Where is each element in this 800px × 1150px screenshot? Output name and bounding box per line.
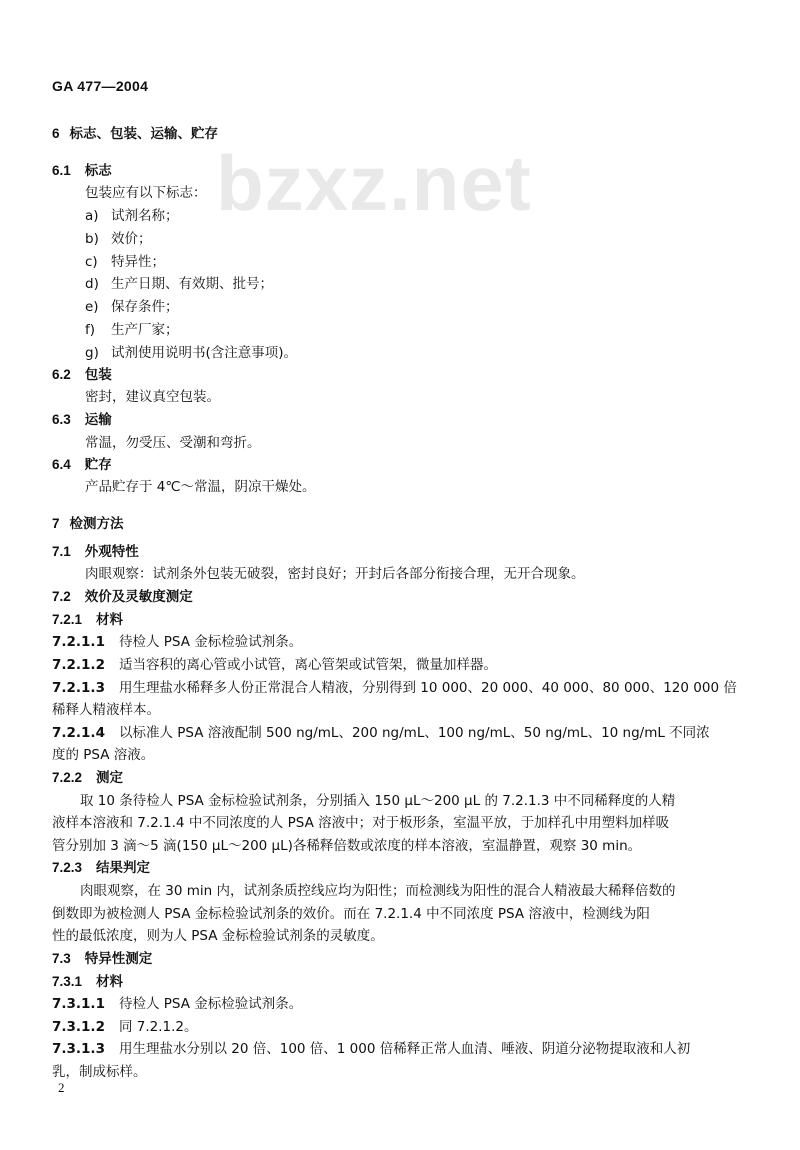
watermark: bzxz.net <box>216 139 532 227</box>
section-6-1-heading: 6.1 标志 <box>52 163 112 179</box>
list-item: e) 保存条件； <box>85 299 179 315</box>
clause-7-3-1-1: 7.3.1.1 待检人 PSA 金标检验试剂条。 <box>52 996 303 1012</box>
paragraph-line: 性的最低浓度，则为人 PSA 金标检验试剂条的灵敏度。 <box>52 928 384 944</box>
section-6-4-text: 产品贮存于 4℃～常温，阴凉干燥处。 <box>85 479 316 495</box>
clause-7-3-1-3: 7.3.1.3 用生理盐水分别以 20 倍、100 倍、1 000 倍稀释正常人血清、唾液、阴道分泌物提取液和人初 <box>52 1041 691 1057</box>
list-item: c) 特异性； <box>85 254 165 270</box>
section-6-1-intro: 包装应有以下标志： <box>85 185 207 201</box>
list-item: a) 试剂名称； <box>85 208 179 224</box>
paragraph-line: 液样本溶液和 7.2.1.4 中不同浓度的人 PSA 溶液中；对于板形条，室温平放，于加样孔中用塑料加样吸 <box>52 815 670 831</box>
list-item: b) 效价； <box>85 231 152 247</box>
section-6-3-text: 常温，勿受压、受潮和弯折。 <box>85 435 261 451</box>
clause-7-2-1-4: 7.2.1.4 以标准人 PSA 溶液配制 500 ng/mL、200 ng/mL、100 ng/mL、50 ng/mL、10 ng/mL 不同浓 <box>52 725 710 741</box>
section-7-2-3-heading: 7.2.3 结果判定 <box>52 860 151 876</box>
clause-7-2-1-3-cont: 稀释人精液样本。 <box>52 702 160 718</box>
section-7-2-1-heading: 7.2.1 材料 <box>52 612 124 628</box>
paragraph-line: 倒数即为被检测人 PSA 金标检验试剂条的效价。而在 7.2.1.4 中不同浓度 PSA 溶液中，检测线为阳 <box>52 906 650 922</box>
section-7-1-text: 肉眼观察：试剂条外包装无破裂，密封良好；开封后各部分衔接合理，无开合现象。 <box>85 566 585 582</box>
section-6-2-text: 密封，建议真空包装。 <box>85 389 220 405</box>
section-7-2-heading: 7.2 效价及灵敏度测定 <box>52 589 193 605</box>
clause-7-3-1-3-cont: 乳，制成标样。 <box>52 1064 147 1080</box>
standard-header: GA 477—2004 <box>52 78 149 94</box>
clause-7-2-1-4-cont: 度的 PSA 溶液。 <box>52 747 155 763</box>
list-item: d) 生产日期、有效期、批号； <box>85 276 273 292</box>
section-7-heading: 7 检测方法 <box>52 516 124 532</box>
paragraph-line: 管分别加 3 滴～5 滴(150 μL～200 μL)各稀释倍数或浓度的样本溶液，室温静置，观察 30 min。 <box>52 838 642 854</box>
clause-7-2-1-3: 7.2.1.3 用生理盐水稀释多人份正常混合人精液，分别得到 10 000、20 000、40 000、80 000、120 000 倍 <box>52 680 737 696</box>
page-number: 2 <box>58 1080 65 1095</box>
section-7-3-1-heading: 7.3.1 材料 <box>52 974 124 990</box>
section-7-3-heading: 7.3 特异性测定 <box>52 951 153 967</box>
section-7-2-2-heading: 7.2.2 测定 <box>52 770 124 786</box>
clause-7-2-1-1: 7.2.1.1 待检人 PSA 金标检验试剂条。 <box>52 634 303 650</box>
section-6-3-heading: 6.3 运输 <box>52 412 112 428</box>
list-item: f) 生产厂家； <box>85 322 179 338</box>
clause-7-2-1-2: 7.2.1.2 适当容积的离心管或小试管，离心管架或试管架，微量加样器。 <box>52 657 497 673</box>
paragraph-line: 取 10 条待检人 PSA 金标检验试剂条，分别插入 150 μL～200 μL 的 7.2.1.3 中不同稀释度的人精 <box>80 793 676 809</box>
section-7-1-heading: 7.1 外观特性 <box>52 544 139 560</box>
list-item: g) 试剂使用说明书(含注意事项)。 <box>85 345 298 361</box>
section-6-2-heading: 6.2 包装 <box>52 367 112 383</box>
clause-7-3-1-2: 7.3.1.2 同 7.2.1.2。 <box>52 1019 198 1035</box>
section-6-heading: 6 标志、包装、运输、贮存 <box>52 126 219 142</box>
paragraph-line: 肉眼观察，在 30 min 内，试剂条质控线应均为阳性；而检测线为阳性的混合人精液最大稀释倍数的 <box>80 883 676 899</box>
section-6-4-heading: 6.4 贮存 <box>52 457 112 473</box>
